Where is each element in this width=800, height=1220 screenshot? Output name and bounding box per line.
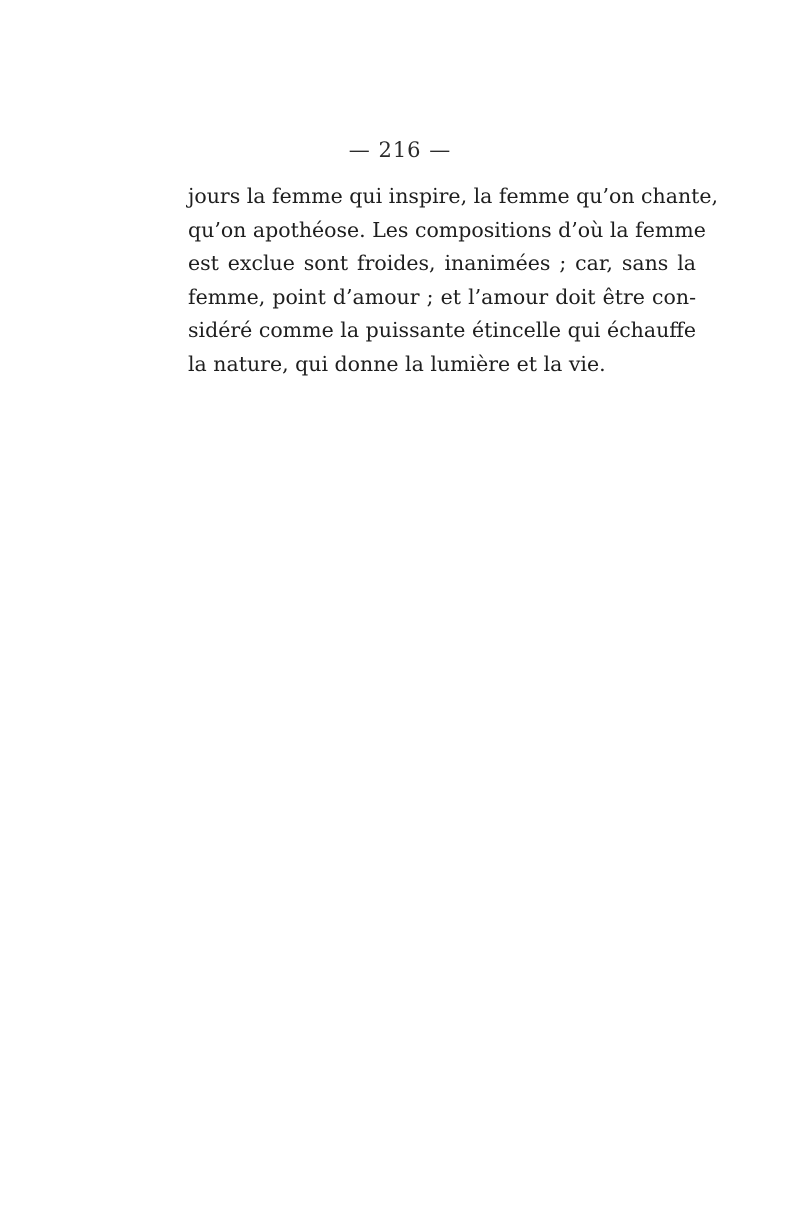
text-line-4: femme, point d’amour ; et l’amour doit être con- (188, 284, 696, 309)
text-line-6: la nature, qui donne la lumière et la vie. (188, 351, 606, 376)
body-text (188, 180, 719, 382)
text-line-3: est exclue sont froides, inanimées ; car, sans la (188, 251, 696, 276)
text-line-1: jours la femme qui inspire, la femme qu’on chante, (188, 184, 719, 208)
text-line-5: sidéré comme la puissante étincelle qui échauffe (188, 318, 696, 343)
text-line-2: qu’on apothéose. Les compositions d’où la femme (188, 217, 706, 242)
page-number: — 216 — (348, 138, 452, 162)
